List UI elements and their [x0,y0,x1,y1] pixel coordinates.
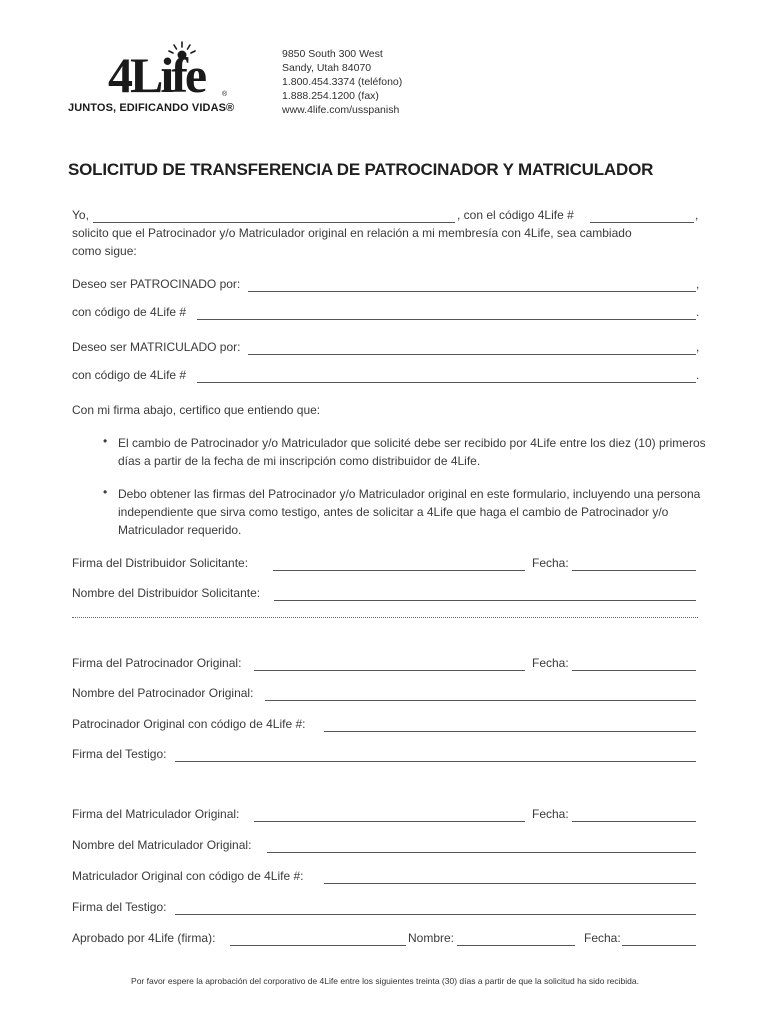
svg-text:®: ® [222,91,228,98]
comma: , [696,340,700,354]
bullet-1-dot: • [103,434,108,448]
matriculado-field[interactable] [248,354,696,355]
nombre-patrocinador-label: Nombre del Patrocinador Original: [72,686,254,700]
firma-patrocinador-field[interactable] [254,670,525,671]
patrocinado-codigo-label: con código de 4Life # [72,305,187,319]
page-title: SOLICITUD DE TRANSFERENCIA DE PATROCINADOR Y MATRICULADOR [68,160,654,179]
matriculador-codigo-label: Matriculador Original con código de 4Life #: [72,869,304,883]
address-phone: 1.800.454.3374 (teléfono) [282,76,403,88]
dotted-divider [72,617,698,618]
patrocinador-codigo-label: Patrocinador Original con código de 4Life #: [72,717,306,731]
comma: , [696,277,700,291]
firma-distribuidor-label: Firma del Distribuidor Solicitante: [72,556,249,570]
intro-line-2: solicito que el Patrocinador y/o Matriculador original en relación a mi membresía con 4Life, sea cambiado [72,226,632,240]
aprobado-nombre-field[interactable] [457,945,575,946]
aprobado-label: Aprobado por 4Life (firma): [72,931,216,945]
footer-note: Por favor espere la aprobación del corporativo de 4Life entre los siguientes treinta (30) días a partir de que la solicitud ha sido recibida. [131,976,639,986]
firma-testigo-2-label: Firma del Testigo: [72,900,167,914]
certify-text: Con mi firma abajo, certifico que entiendo que: [72,403,321,417]
nombre-matriculador-field[interactable] [267,852,696,853]
fecha-distribuidor-field[interactable] [572,570,696,571]
address-street: 9850 South 300 West [282,48,383,60]
intro-yo: Yo, [72,208,89,222]
period: . [696,368,700,382]
matriculador-codigo-field[interactable] [324,883,696,884]
address-fax: 1.888.254.1200 (fax) [282,90,379,102]
nombre-distribuidor-label: Nombre del Distribuidor Solicitante: [72,586,261,600]
patrocinado-field[interactable] [248,291,696,292]
fecha-label: Fecha: [532,656,569,670]
patrocinador-codigo-field[interactable] [324,731,696,732]
matriculado-codigo-label: con código de 4Life # [72,368,187,382]
matriculado-codigo-field[interactable] [197,382,696,383]
firma-testigo-2-field[interactable] [175,914,696,915]
patrocinado-label: Deseo ser PATROCINADO por: [72,277,241,291]
address-city: Sandy, Utah 84070 [282,62,372,74]
nombre-distribuidor-field[interactable] [274,600,696,601]
fecha-matriculador-field[interactable] [572,821,696,822]
name-field[interactable] [93,222,455,223]
firma-testigo-1-field[interactable] [175,761,696,762]
firma-testigo-1-label: Firma del Testigo: [72,747,167,761]
firma-matriculador-field[interactable] [254,821,525,822]
bullet-2-dot: • [103,485,108,499]
firma-matriculador-label: Firma del Matriculador Original: [72,807,240,821]
address-website[interactable]: www.4life.com/usspanish [282,104,400,116]
logo-4life-icon [108,40,228,102]
company-address [282,47,402,117]
bullet-2-text: Debo obtener las firmas del Patrocinador y/o Matriculador original en este formulario, incluyendo una persona independiente que sirva como testigo, antes de solicitar a 4Life que haga el cambio de Patrocinador y/o Matriculador requerido. [118,487,701,537]
patrocinado-codigo-field[interactable] [197,319,696,320]
aprobado-fecha-field[interactable] [622,945,696,946]
fecha-aprobado-label: Fecha: [584,931,621,945]
firma-patrocinador-label: Firma del Patrocinador Original: [72,656,242,670]
svg-text:4Life: 4Life [108,47,205,102]
comma: , [695,208,699,222]
aprobado-firma-field[interactable] [230,945,406,946]
code-field[interactable] [590,222,694,223]
firma-distribuidor-field[interactable] [273,570,525,571]
company-logo [68,40,268,120]
nombre-label: Nombre: [408,931,455,945]
tagline: JUNTOS, EDIFICANDO VIDAS® [68,102,235,114]
fecha-label: Fecha: [532,556,569,570]
matriculado-label: Deseo ser MATRICULADO por: [72,340,241,354]
bullet-1-text: El cambio de Patrocinador y/o Matriculador que solicité debe ser recibido por 4Life entre los diez (10) primeros días a partir de la fecha de mi inscripción como distribuidor de 4Life. [118,436,706,468]
intro-line-3: como sigue: [72,244,137,258]
nombre-patrocinador-field[interactable] [265,700,696,701]
intro-codigo: , con el código 4Life # [457,208,574,222]
period: . [696,305,700,319]
nombre-matriculador-label: Nombre del Matriculador Original: [72,838,252,852]
fecha-label: Fecha: [532,807,569,821]
fecha-patrocinador-field[interactable] [572,670,696,671]
